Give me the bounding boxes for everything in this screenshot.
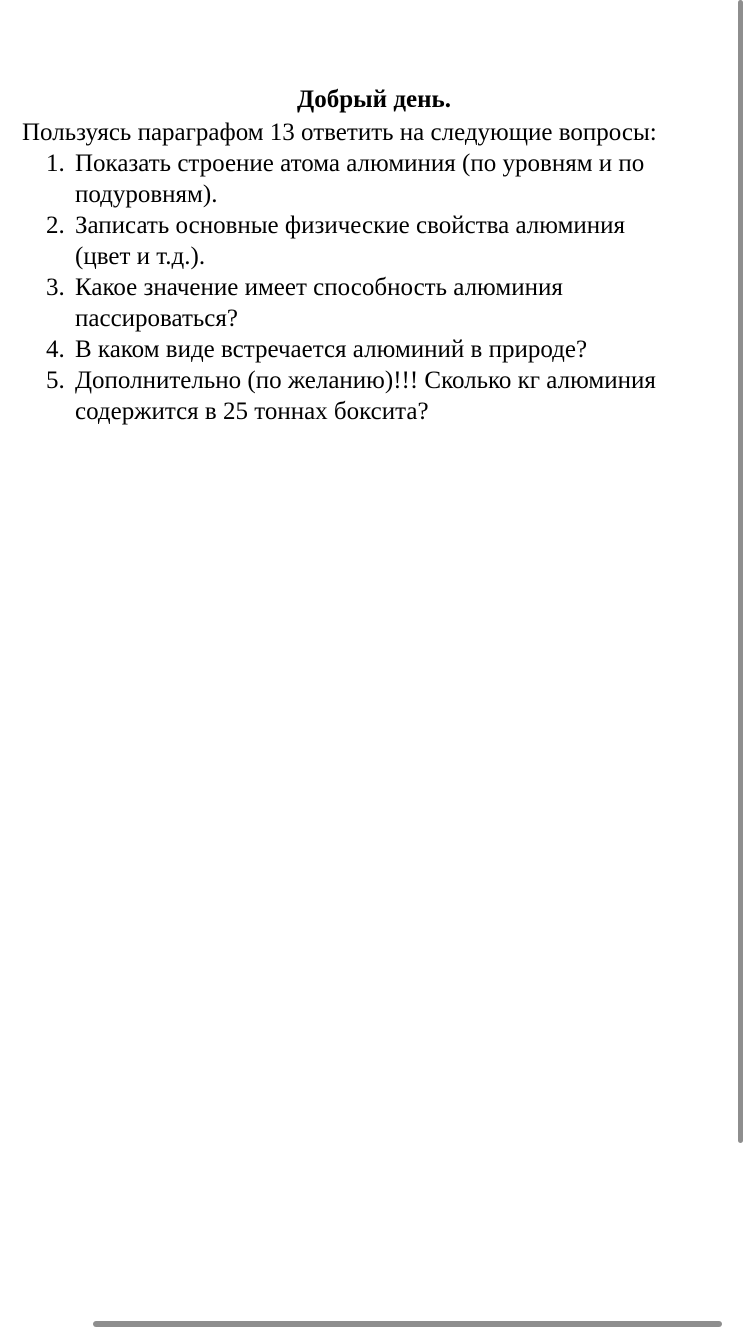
question-item [0,365,700,427]
question-number: 1. [46,150,65,177]
question-text-line: В каком виде встречается алюминий в природе? [75,336,588,363]
question-number: 2. [46,212,65,239]
vertical-scrollbar[interactable] [738,0,743,1143]
question-text-line: (цвет и т.д.). [75,243,206,270]
question-number: 4. [46,336,65,363]
document-title: Добрый день. [297,86,451,113]
questions-list [0,148,740,427]
question-text-line: пассироваться? [75,305,238,332]
question-text-line: Какое значение имеет способность алюминия [75,274,563,301]
question-item [0,148,700,210]
question-text-line: Записать основные физические свойства алюминия [75,212,626,239]
intro-text: Пользуясь параграфом 13 ответить на следующие вопросы: [22,119,657,146]
question-number: 3. [46,274,65,301]
question-text-line: Дополнительно (по желанию)!!! Сколько кг алюминия [75,367,656,394]
question-number: 5. [46,367,65,394]
document-content [0,84,740,427]
question-text-line: подуровням). [75,181,218,208]
question-text-line: Показать строение атома алюминия (по уровням и по [75,150,645,177]
question-item [0,272,700,334]
question-text-line: содержится в 25 тоннах боксита? [75,398,429,425]
question-item [0,334,700,365]
horizontal-scrollbar[interactable] [93,1321,722,1327]
question-item [0,210,700,272]
